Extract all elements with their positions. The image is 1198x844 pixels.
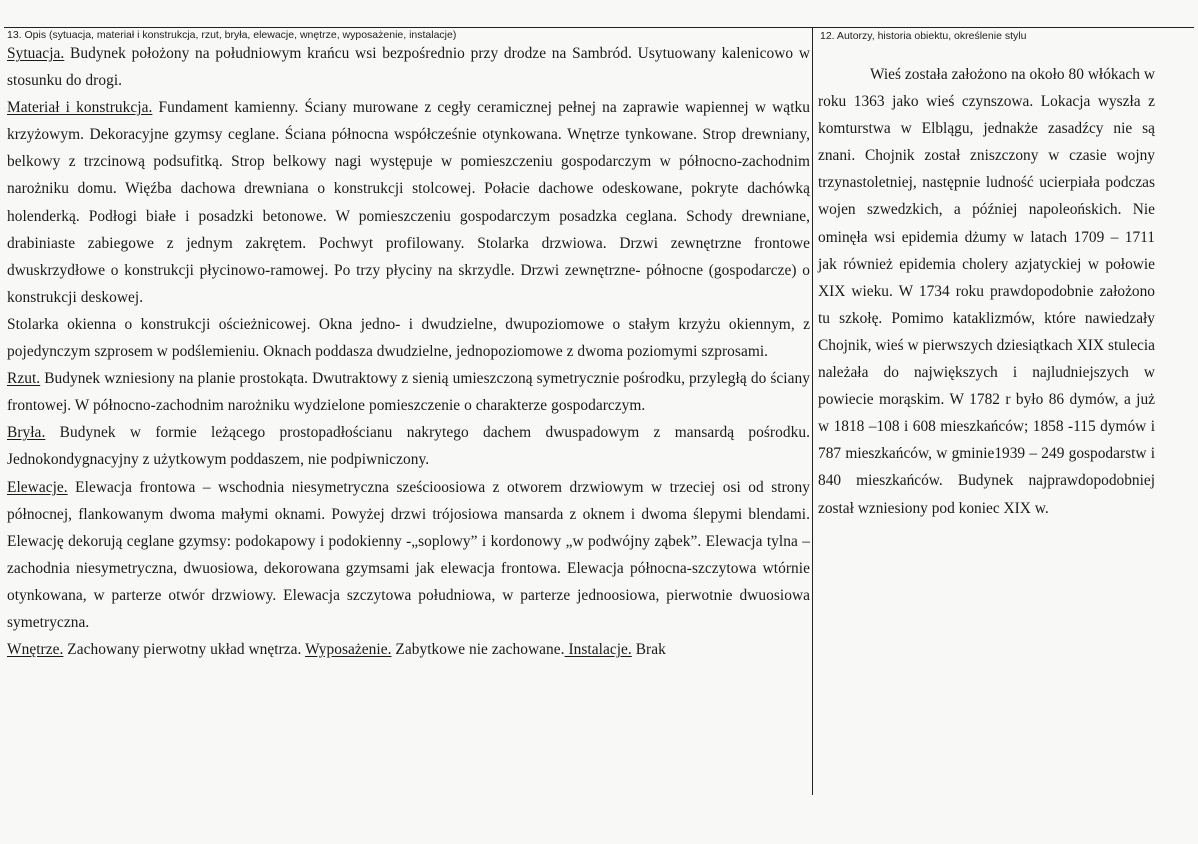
paragraph-interior — [7, 636, 810, 663]
text-situation: Budynek położony na południowym krańcu wsi bezpośrednio przy drodze na Sambród. Usytuowany kalenicowo w stosunku do drogi. — [7, 45, 810, 90]
label-situation: Sytuacja. — [7, 45, 65, 62]
text-installations: Brak — [631, 641, 666, 659]
label-plan: Rzut. — [7, 370, 41, 388]
paragraph-material — [7, 94, 810, 311]
label-elevations: Elewacje. — [7, 478, 68, 496]
paragraph-massing — [7, 419, 810, 473]
paragraph-plan — [7, 365, 810, 419]
paragraph-windows — [7, 311, 810, 365]
paragraph-history: Wieś została założono na około 80 włókach w roku 1363 jako wieś czynszowa. Lokacja wyszła z komturstwa w Elblągu, jednakże zasadźcy nie są znani. Chojnik został zniszczony w czasie wojny trzynastoletniej, następnie ludność ucierpiała podczas wojen szwedzkich, a później napoleońskich. Nie ominęła wsi epidemia dżumy w latach 1709 – 1711 jak również epidemia cholery azjatyckiej w połowie XIX wieku. W 1734 roku prawdopodobnie założono tu szkołę. Pomimo kataklizmów, które nawiedzały Chojnik, wieś w pierwszych dziesiątkach XIX stulecia należała do największych i najludniejszych w powiecie morąskim. W 1782 r było 86 dymów, a już w 1818 –108 i 608 mieszkańców; 1858 -115 dymów i 787 mieszkańców, w gminie1939 – 249 gospodarstw i 840 mieszkańców. Budynek najprawdopodobniej został wzniesiony pod koniec XIX w. — [818, 66, 1155, 517]
label-installations: Instalacje. — [564, 641, 632, 659]
text-elevations: Elewacja frontowa – wschodnia niesymetryczna sześcioosiowa z otworem drzwiowym w trzeciej osi od strony północnej, flankowanym dwoma małymi oknami. Powyżej drzwi trójosiowa mansarda z oknem i dwoma ślepymi blendami. Elewację dekorują ceglane gzymsy: podokapowy i podokienny -„soplowy” i kordonowy „w podwójny ząbek”. Elewacja tylna – zachodnia niesymetryczna, dwuosiowa, dekorowana gzymsami jak elewacja frontowa. Elewacja północna-szczytowa wtórnie otynkowana, w parterze otwór drzwiowy. Elewacja szczytowa południowa, w parterze jednoosiowa, pierwotnie dwuosiowa symetryczna. — [7, 478, 810, 631]
paragraph-elevations — [7, 474, 810, 637]
label-massing: Bryła. — [7, 424, 46, 442]
paragraph-situation — [7, 40, 810, 94]
text-equipment: Zabytkowe nie zachowane. — [391, 641, 565, 659]
label-interior: Wnętrze. — [7, 641, 64, 659]
top-rule — [4, 27, 1194, 28]
text-material: Fundament kamienny. Ściany murowane z cegły ceramicznej pełnej na zaprawie wapiennej w wątku krzyżowym. Dekoracyjne gzymsy ceglane. Ściana północna współcześnie otynkowana. Wnętrze tynkowane. Strop drewniany, belkowy z trzcinową podsufitką. Strop belkowy nagi występuje w pomieszczeniu gospodarczym w północno-zachodnim narożniku domu. Więźba dachowa drewniana o konstrukcji stolcowej. Połacie dachowe odeskowane, pokryte dachówką holenderką. Podłogi białe i posadzki betonowe. W pomieszczeniu gospodarczym posadzka ceglana. Schody drewniane, drabiniaste zabiegowe z jednym zakrętem. Pochwyt profilowany. Stolarka drzwiowa. Drzwi zewnętrzne frontowe dwuskrzydłowe o konstrukcji płycinowo-ramowej. Po trzy płyciny na skrzydle. Drzwi zewnętrzne- północne (gospodarcze) o konstrukcji deskowej. — [7, 99, 811, 306]
text-plan: Budynek wzniesiony na planie prostokąta. Dwutraktowy z sienią umieszczoną symetrycznie pośrodku, przyległą do ściany frontowej. W północno-zachodnim narożniku wydzielone pomieszczenie o charakterze gospodarczym. — [7, 370, 810, 415]
history-column — [818, 61, 1155, 522]
column-divider — [812, 27, 813, 795]
label-material: Materiał i konstrukcja. — [7, 99, 153, 117]
text-interior: Zachowany pierwotny układ wnętrza. — [63, 641, 306, 659]
section-12-header: 12. Autorzy, historia obiektu, określenie stylu — [820, 30, 1027, 42]
text-massing: Budynek w formie leżącego prostopadłościanu nakrytego dachem dwuspadowym z mansardą pośrodku. Jednokondygnacyjny z użytkowym poddaszem, nie podpiwniczony. — [7, 424, 810, 469]
description-column — [7, 40, 810, 663]
section-13-header: 13. Opis (sytuacja, materiał i konstrukcja, rzut, bryła, elewacje, wnętrze, wyposażenie, instalacje) — [7, 29, 457, 41]
label-equipment: Wyposażenie. — [305, 641, 392, 659]
text-windows: Stolarka okienna o konstrukcji ościeżnicowej. Okna jedno- i dwudzielne, dwupoziomowe o stałym krzyżu okiennym, z pojedynczym szprosem w podślemieniu. Oknach poddasza dwudzielne, jednopoziomowe z dwoma poziomymi szprosami. — [7, 315, 810, 361]
